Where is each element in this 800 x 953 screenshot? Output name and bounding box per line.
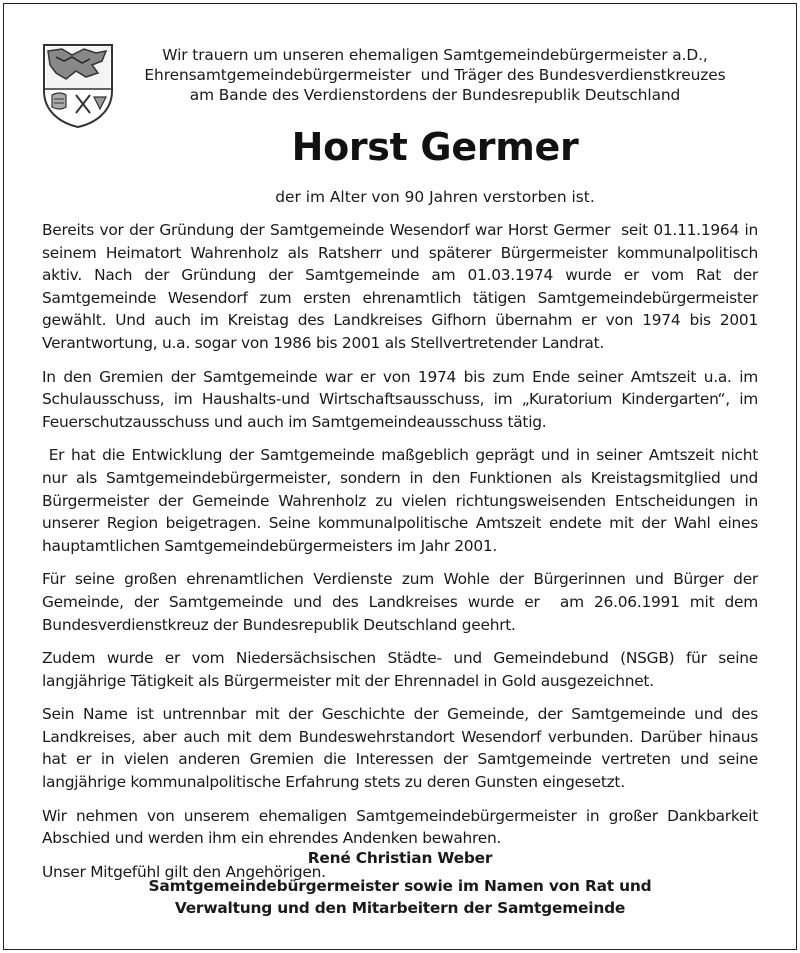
paragraph: Sein Name ist untrennbar mit der Geschichte der Gemeinde, der Samtgemeinde und des Landkreises, aber auch mit dem Bundeswehrstandort Wesendorf verbunden. Darüber hinaus hat er in vielen anderen Gremien die Interessen der Samtgemeinde vertreten und seine langjährige kommunalpolitische Erfahrung stets zu deren Gunsten eingesetzt.: [42, 705, 758, 792]
age-line: der im Alter von 90 Jahren verstorben ist.: [275, 188, 595, 206]
paragraph: Für seine großen ehrenamtlichen Verdienste zum Wohle der Bürgerinnen und Bürger der Gemeinde, der Samtgemeinde und des Landkreises wurde er am 26.06.1991 mit dem Bundesverdienstkreuz der Bundesrepublik Deutschland geehrt.: [42, 570, 763, 634]
obituary-body: [42, 219, 763, 894]
intro-line: Ehrensamtgemeindebürgermeister und Träger des Bundesverdienstkreuzes: [144, 66, 726, 84]
intro-text: [130, 45, 740, 105]
signer-role-line: Samtgemeindebürgermeister sowie im Namen von Rat und: [148, 877, 652, 895]
deceased-name: Horst Germer: [291, 125, 579, 169]
paragraph: Zudem wurde er vom Niedersächsischen Städte- und Gemeindebund (NSGB) für seine langjährige Tätigkeit als Bürgermeister mit der Ehrennadel in Gold ausgezeichnet.: [42, 649, 758, 690]
paragraph: Unser Mitgefühl gilt den Angehörigen.: [42, 862, 326, 881]
signer-role-line: Verwaltung und den Mitarbeitern der Samtgemeinde: [174, 899, 626, 917]
intro-line: Wir trauern um unseren ehemaligen Samtgemeindebürgermeister a.D.,: [162, 46, 708, 64]
paragraph: In den Gremien der Samtgemeinde war er von 1974 bis zum Ende seiner Amtszeit u.a. im Schulausschuss, im Haushalts-und Wirtschaftsausschuss, im „Kuratorium Kindergarten“, im Feuerschutzausschuss und auch im Samtgemeindeausschuss tätig.: [42, 367, 758, 431]
intro-line: am Bande des Verdienstordens der Bundesrepublik Deutschland: [189, 86, 681, 104]
paragraph: Bereits vor der Gründung der Samtgemeinde Wesendorf war Horst Germer seit 01.11.1964 in seinem Heimatort Wahrenholz als Ratsherr und späterer Bürgermeister kommunalpolitisch aktiv. Nach der Gründung der Samtgemeinde am 01.03.1974 wurde er vom Rat der Samtgemeinde Wesendorf zum ersten ehrenamtlich tätigen Samtgemeindebürgermeister gewählt. Und auch im Kreistag des Landkreises Gifhorn übernahm er von 1974 bis 2001 Verantwortung, u.a. sogar von 1986 bis 2001 als Stellvertretender Landrat.: [42, 221, 763, 352]
paragraph: Er hat die Entwicklung der Samtgemeinde maßgeblich geprägt und in seiner Amtszeit nicht nur als Samtgemeindebürgermeister, sondern in den Funktionen als Kreistagsmitglied und Bürgermeister der Gemeinde Wahrenholz zu vielen richtungsweisenden Entscheidungen in unserer Region beigetragen. Seine kommunalpolitische Amtszeit endete mit der Wahl eines hauptamtlichen Samtgemeindebürgermeisters im Jahr 2001.: [42, 446, 763, 555]
paragraph: Wir nehmen von unserem ehemaligen Samtgemeindebürgermeister in großer Dankbarkeit Abschied und werden ihm ein ehrendes Andenken bewahren.: [42, 806, 758, 848]
signer-name: René Christian Weber: [307, 849, 493, 867]
coat-of-arms-icon: [42, 43, 114, 129]
signer-role: [42, 875, 758, 919]
